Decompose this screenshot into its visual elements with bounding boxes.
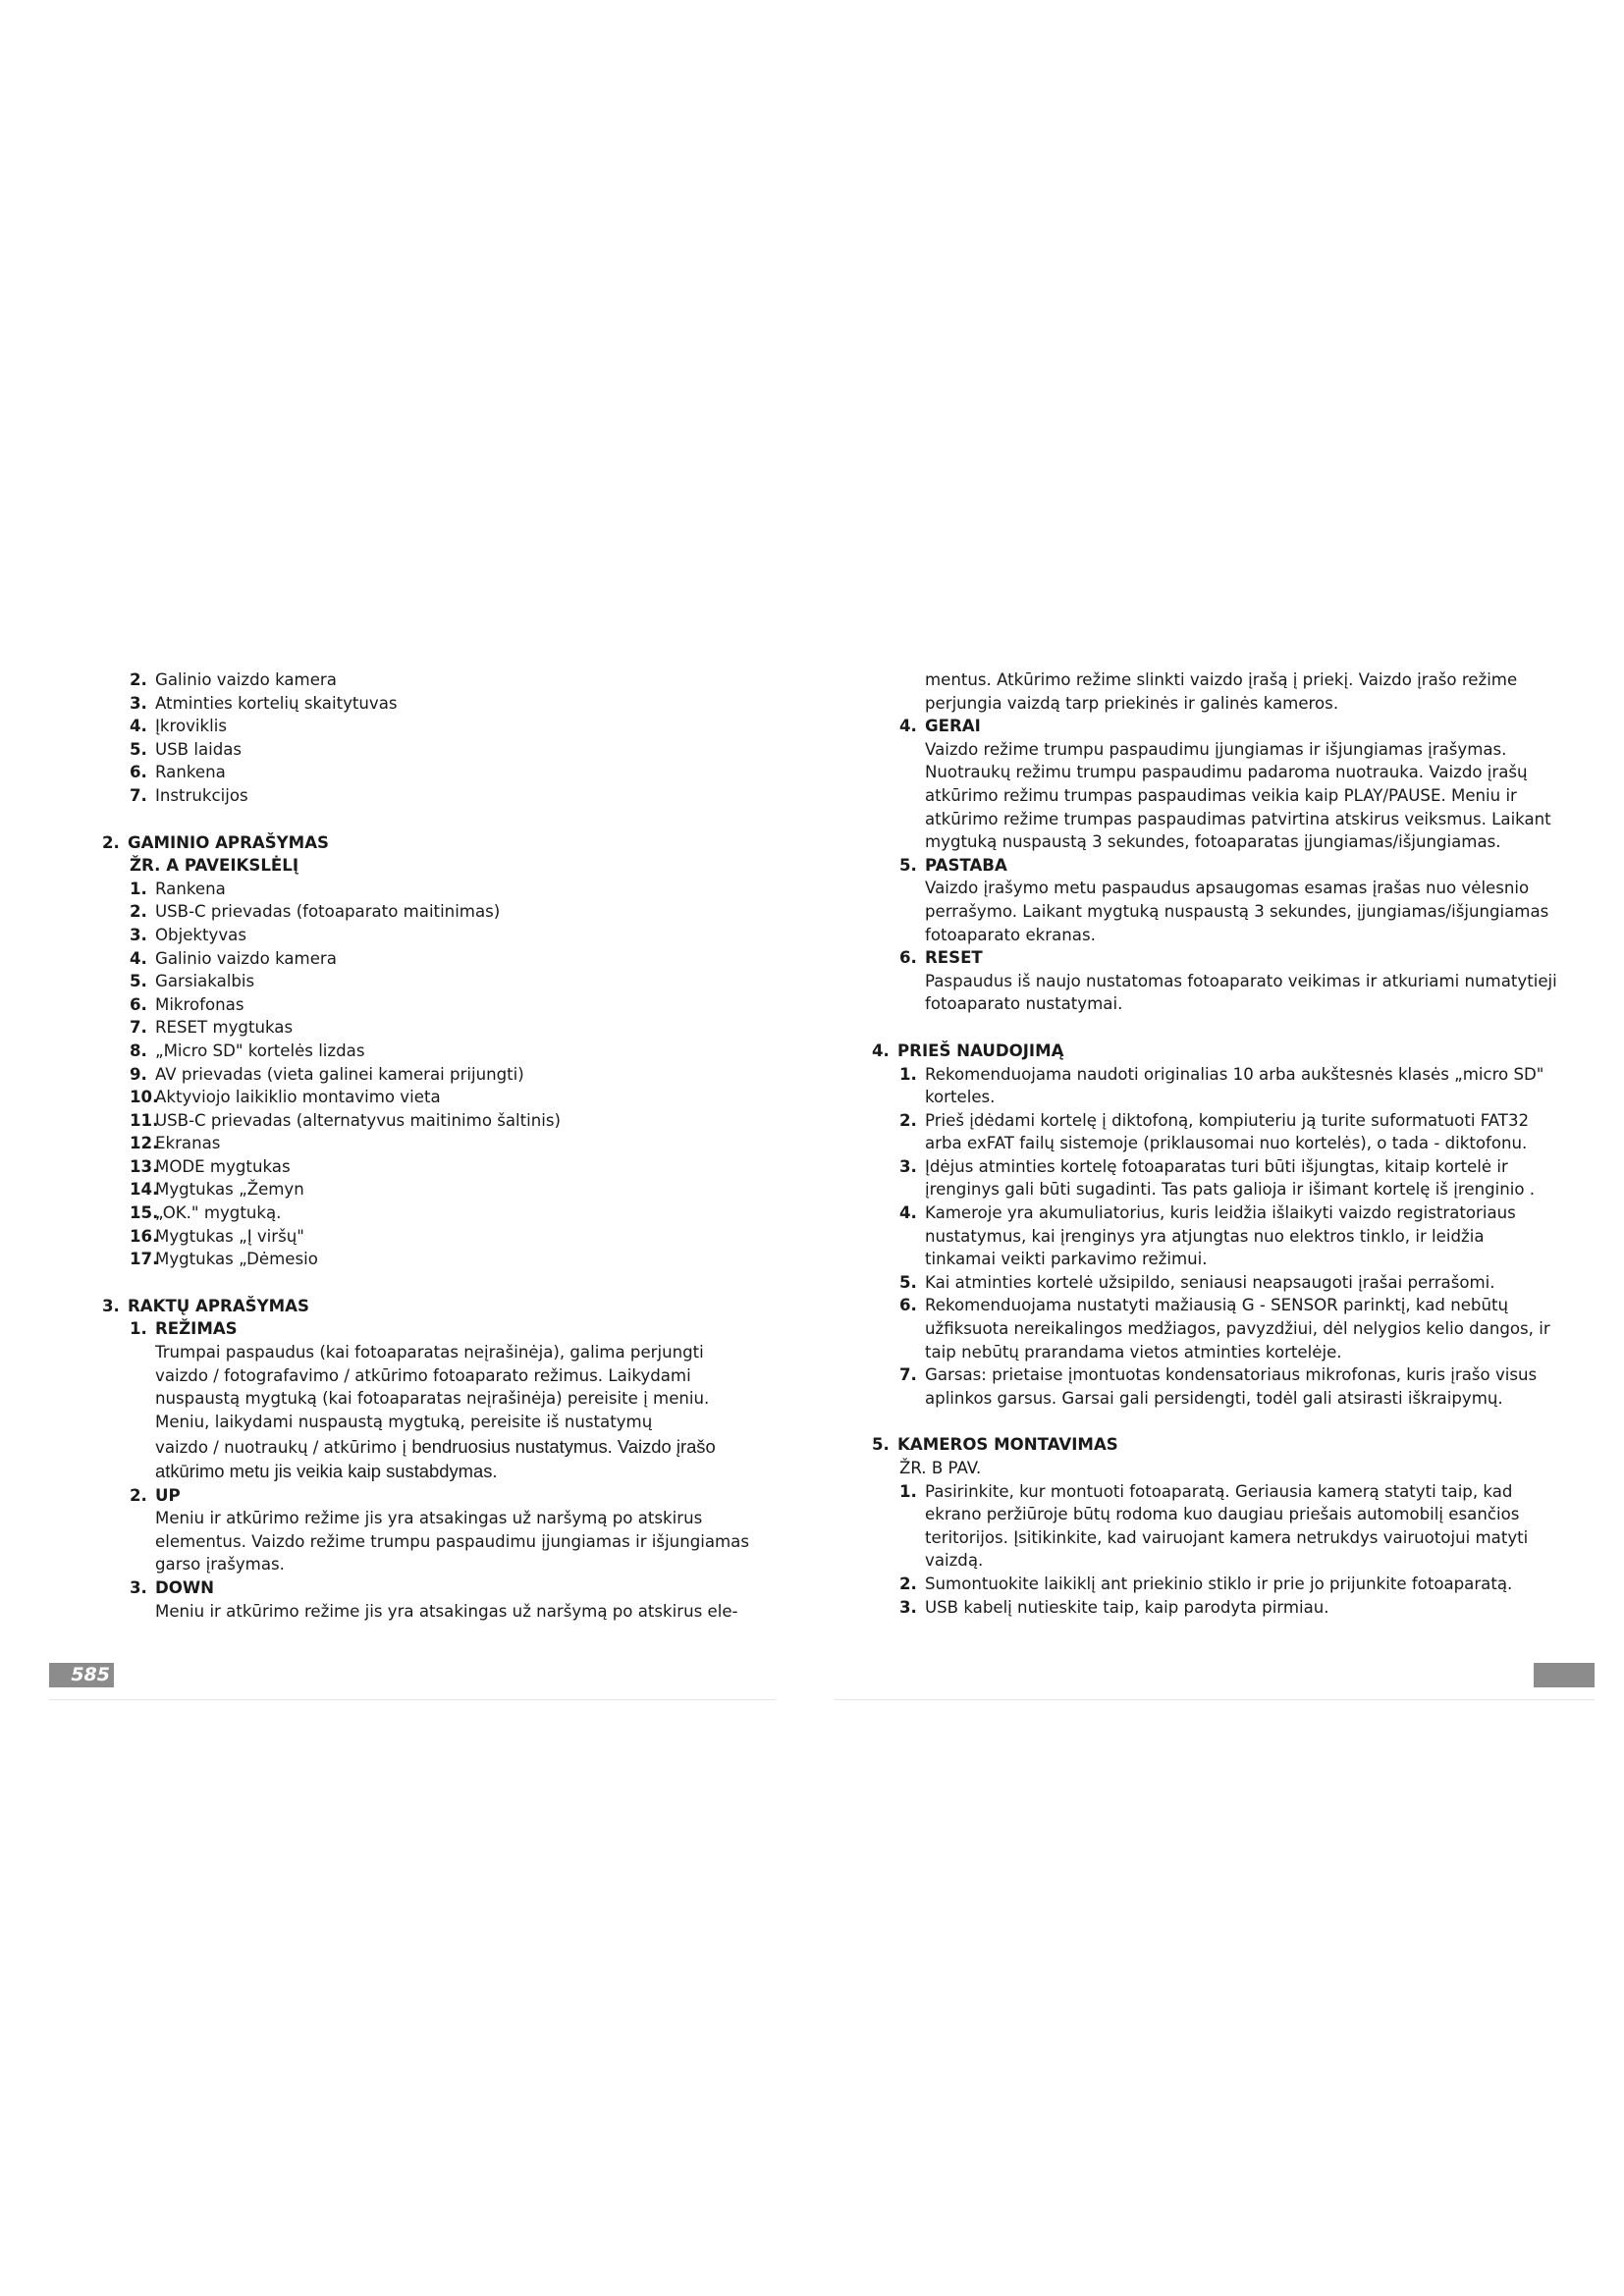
list-item: 4. Kameroje yra akumuliatorius, kuris leidžia išlaikyti vaizdo registratoriaus nustatymus, kai įrenginys yra atjungtas nuo elektros tinklo, ir leidžia tinkamai veikti parkavimo režimui.	[899, 1203, 1516, 1269]
list-item: 3. USB kabelį nutieskite taip, kaip parodyta pirmiau.	[899, 1597, 1329, 1617]
list-item: 8. „Micro SD" kortelės lizdas	[130, 1041, 365, 1060]
list-item: 9. AV prievadas (vieta galinei kamerai prijungti)	[130, 1064, 524, 1084]
key-heading-mode: 1. REŽIMAS	[130, 1319, 238, 1339]
keys-list	[130, 1317, 760, 1623]
product-parts-list	[130, 878, 760, 1271]
list-item: 5. Kai atminties kortelė užsipildo, seniausi neapsaugoti įrašai perrašomi.	[899, 1272, 1495, 1292]
list-item: 10. Aktyviojo laikiklio montavimo vieta	[130, 1088, 441, 1107]
list-item: 13. MODE mygtukas	[130, 1156, 291, 1176]
list-item: 2. Galinio vaizdo kamera	[130, 670, 337, 689]
list-item: 12. Ekranas	[130, 1134, 221, 1153]
list-item: 1. Pasirinkite, kur montuoti fotoaparatą. Geriausia kamerą statyti taip, kad ekrano peržiūroje būtų rodoma kuo daugiau priešais automobilį esančios teritorijos. Įsitikinkite, kad vairuojant kamera netrukdys vairuotojui matyti vaizdą.	[899, 1481, 1529, 1571]
list-item: 3. Įdėjus atminties kortelę fotoaparatas turi būti išjungtas, kitaip kortelė ir įrenginys gali būti sugadinti. Tas pats galioja ir išimant kortelę iš įrenginio .	[899, 1156, 1536, 1200]
key-description: Vaizdo įrašymo metu paspaudus apsaugomas esamas įrašas nuo vėlesnio perrašymo. Laikant mygtuką nuspaustą 3 sekundes, įjungiamas/išjungiamas fotoaparato ekranas.	[925, 879, 1549, 944]
list-item: 5. USB laidas	[130, 739, 243, 759]
key-heading-note: 5. PASTABA	[899, 855, 1007, 875]
section-subtitle: ŽR. B PAV.	[899, 1459, 982, 1477]
list-item: 4. Įkroviklis	[130, 717, 228, 736]
key-heading-up: 2. UP	[130, 1485, 181, 1505]
key-heading-down: 3. DOWN	[130, 1577, 215, 1597]
left-column	[102, 668, 760, 1623]
continued-text: mentus. Atkūrimo režime slinkti vaizdo įrašą į priekį. Vaizdo įrašo režime perjungia vaizdą tarp priekinės ir galinės kameros.	[925, 670, 1518, 713]
list-item: 2. USB-C prievadas (fotoaparato maitinimas)	[130, 902, 501, 922]
accessories-list	[130, 668, 760, 808]
list-item: 6. Rankena	[130, 763, 226, 782]
key-description: Vaizdo režime trumpu paspaudimu įjungiamas ir išjungiamas įrašymas. Nuotraukų režimu trumpu paspaudimu padaroma nuotrauka. Vaizdo įrašų atkūrimo režimu trumpas paspaudimas veikia kaip PLAY/PAUSE. Meniu ir atkūrimo režime trumpas paspaudimas patvirtina atskirus veiksmus. Laikant mygtuką nuspaustą 3 sekundes, fotoaparatas įjungiamas/išjungiamas.	[925, 739, 1551, 852]
list-item: 1. Rankena	[130, 879, 226, 898]
list-item: 17. Mygtukas „Dėmesio	[130, 1250, 318, 1269]
list-item: 1. Rekomenduojama naudoti originalias 10 arba aukštesnės klasės „micro SD" korteles.	[899, 1064, 1544, 1107]
list-item: 3. Atminties kortelių skaitytuvas	[130, 693, 398, 713]
list-item: 7. Garsas: prietaise įmontuotas kondensatoriaus mikrofonas, kuris įrašo visus aplinkos garsus. Garsai gali persidengti, todėl gali atsirasti iškraipymų.	[899, 1365, 1538, 1408]
key-description: Paspaudus iš naujo nustatomas fotoaparato veikimas ir atkuriami numatytieji fotoaparato nustatymai.	[925, 971, 1557, 1014]
key-description: Trumpai paspaudus (kai fotoaparatas neįrašinėja), galima perjungti vaizdo / fotografavimo / atkūrimo fotoaparato režimus. Laikydami nuspaustą mygtuką (kai fotoaparatas neįrašinėja) pereisite į meniu. Meniu, laikydami nuspaustą mygtuką, pereisite iš nustatymų vaizdo / nuotraukų / atkūrimo į bendruosius nustatymus. Vaizdo įrašo atkūrimo metu jis veikia kaip sustabdymas.	[155, 1343, 716, 1481]
list-item: 6. Mikrofonas	[130, 994, 244, 1014]
list-item: 14. Mygtukas „Žemyn	[130, 1180, 304, 1200]
footer-rule-right	[835, 1699, 1595, 1700]
list-item: 6. Rekomenduojama nustatyti mažiausią G - SENSOR parinktį, kad nebūtų užfiksuota nereikalingos medžiagos, pavyzdžiui, dėl nelygios kelio dangos, ir taip nebūtų prarandama vietos atminties kortelėje.	[899, 1296, 1550, 1362]
key-description: Meniu ir atkūrimo režime jis yra atsakingas už naršymą po atskirus ele-	[155, 1601, 738, 1621]
list-item: 11. USB-C prievadas (alternatyvus maitinimo šaltinis)	[130, 1110, 562, 1130]
section-heading-product-description: 2. GAMINIO APRAŠYMAS	[102, 832, 329, 852]
footer-bar	[1534, 1663, 1595, 1687]
right-column	[872, 668, 1559, 1619]
list-item: 15. „OK." mygtuką.	[130, 1203, 282, 1223]
keys-list-continued	[899, 715, 1559, 1016]
footer-rule-left	[49, 1699, 776, 1700]
list-item: 16. Mygtukas „Į viršų"	[130, 1226, 304, 1246]
section-heading-camera-mounting: 5. KAMEROS MONTAVIMAS	[872, 1435, 1118, 1455]
key-heading-ok: 4. GERAI	[899, 717, 981, 736]
list-item: 2. Sumontuokite laikiklį ant priekinio stiklo ir prie jo prijunkite fotoaparatą.	[899, 1574, 1513, 1593]
before-use-list	[899, 1063, 1559, 1411]
key-description: Meniu ir atkūrimo režime jis yra atsakingas už naršymą po atskirus elementus. Vaizdo režime trumpu paspaudimu įjungiamas ir išjungiamas garso įrašymas.	[155, 1509, 749, 1575]
list-item: 4. Galinio vaizdo kamera	[130, 948, 337, 968]
list-item: 7. RESET mygtukas	[130, 1018, 294, 1038]
page-number: 585	[49, 1663, 114, 1687]
list-item: 5. Garsiakalbis	[130, 972, 255, 991]
mounting-list	[899, 1480, 1559, 1620]
list-item: 3. Objektyvas	[130, 925, 246, 944]
section-heading-before-use: 4. PRIEŠ NAUDOJIMĄ	[872, 1041, 1064, 1060]
list-item: 7. Instrukcijos	[130, 785, 248, 805]
list-item: 2. Prieš įdėdami kortelę į diktofoną, kompiuteriu ją turite suformatuoti FAT32 arba exFAT failų sistemoje (priklausomai nuo kortelės), o tada - diktofonu.	[899, 1110, 1530, 1153]
section-subtitle: ŽR. A PAVEIKSLĖLĮ	[130, 856, 298, 876]
section-heading-key-description: 3. RAKTŲ APRAŠYMAS	[102, 1296, 309, 1315]
key-heading-reset: 6. RESET	[899, 948, 983, 968]
